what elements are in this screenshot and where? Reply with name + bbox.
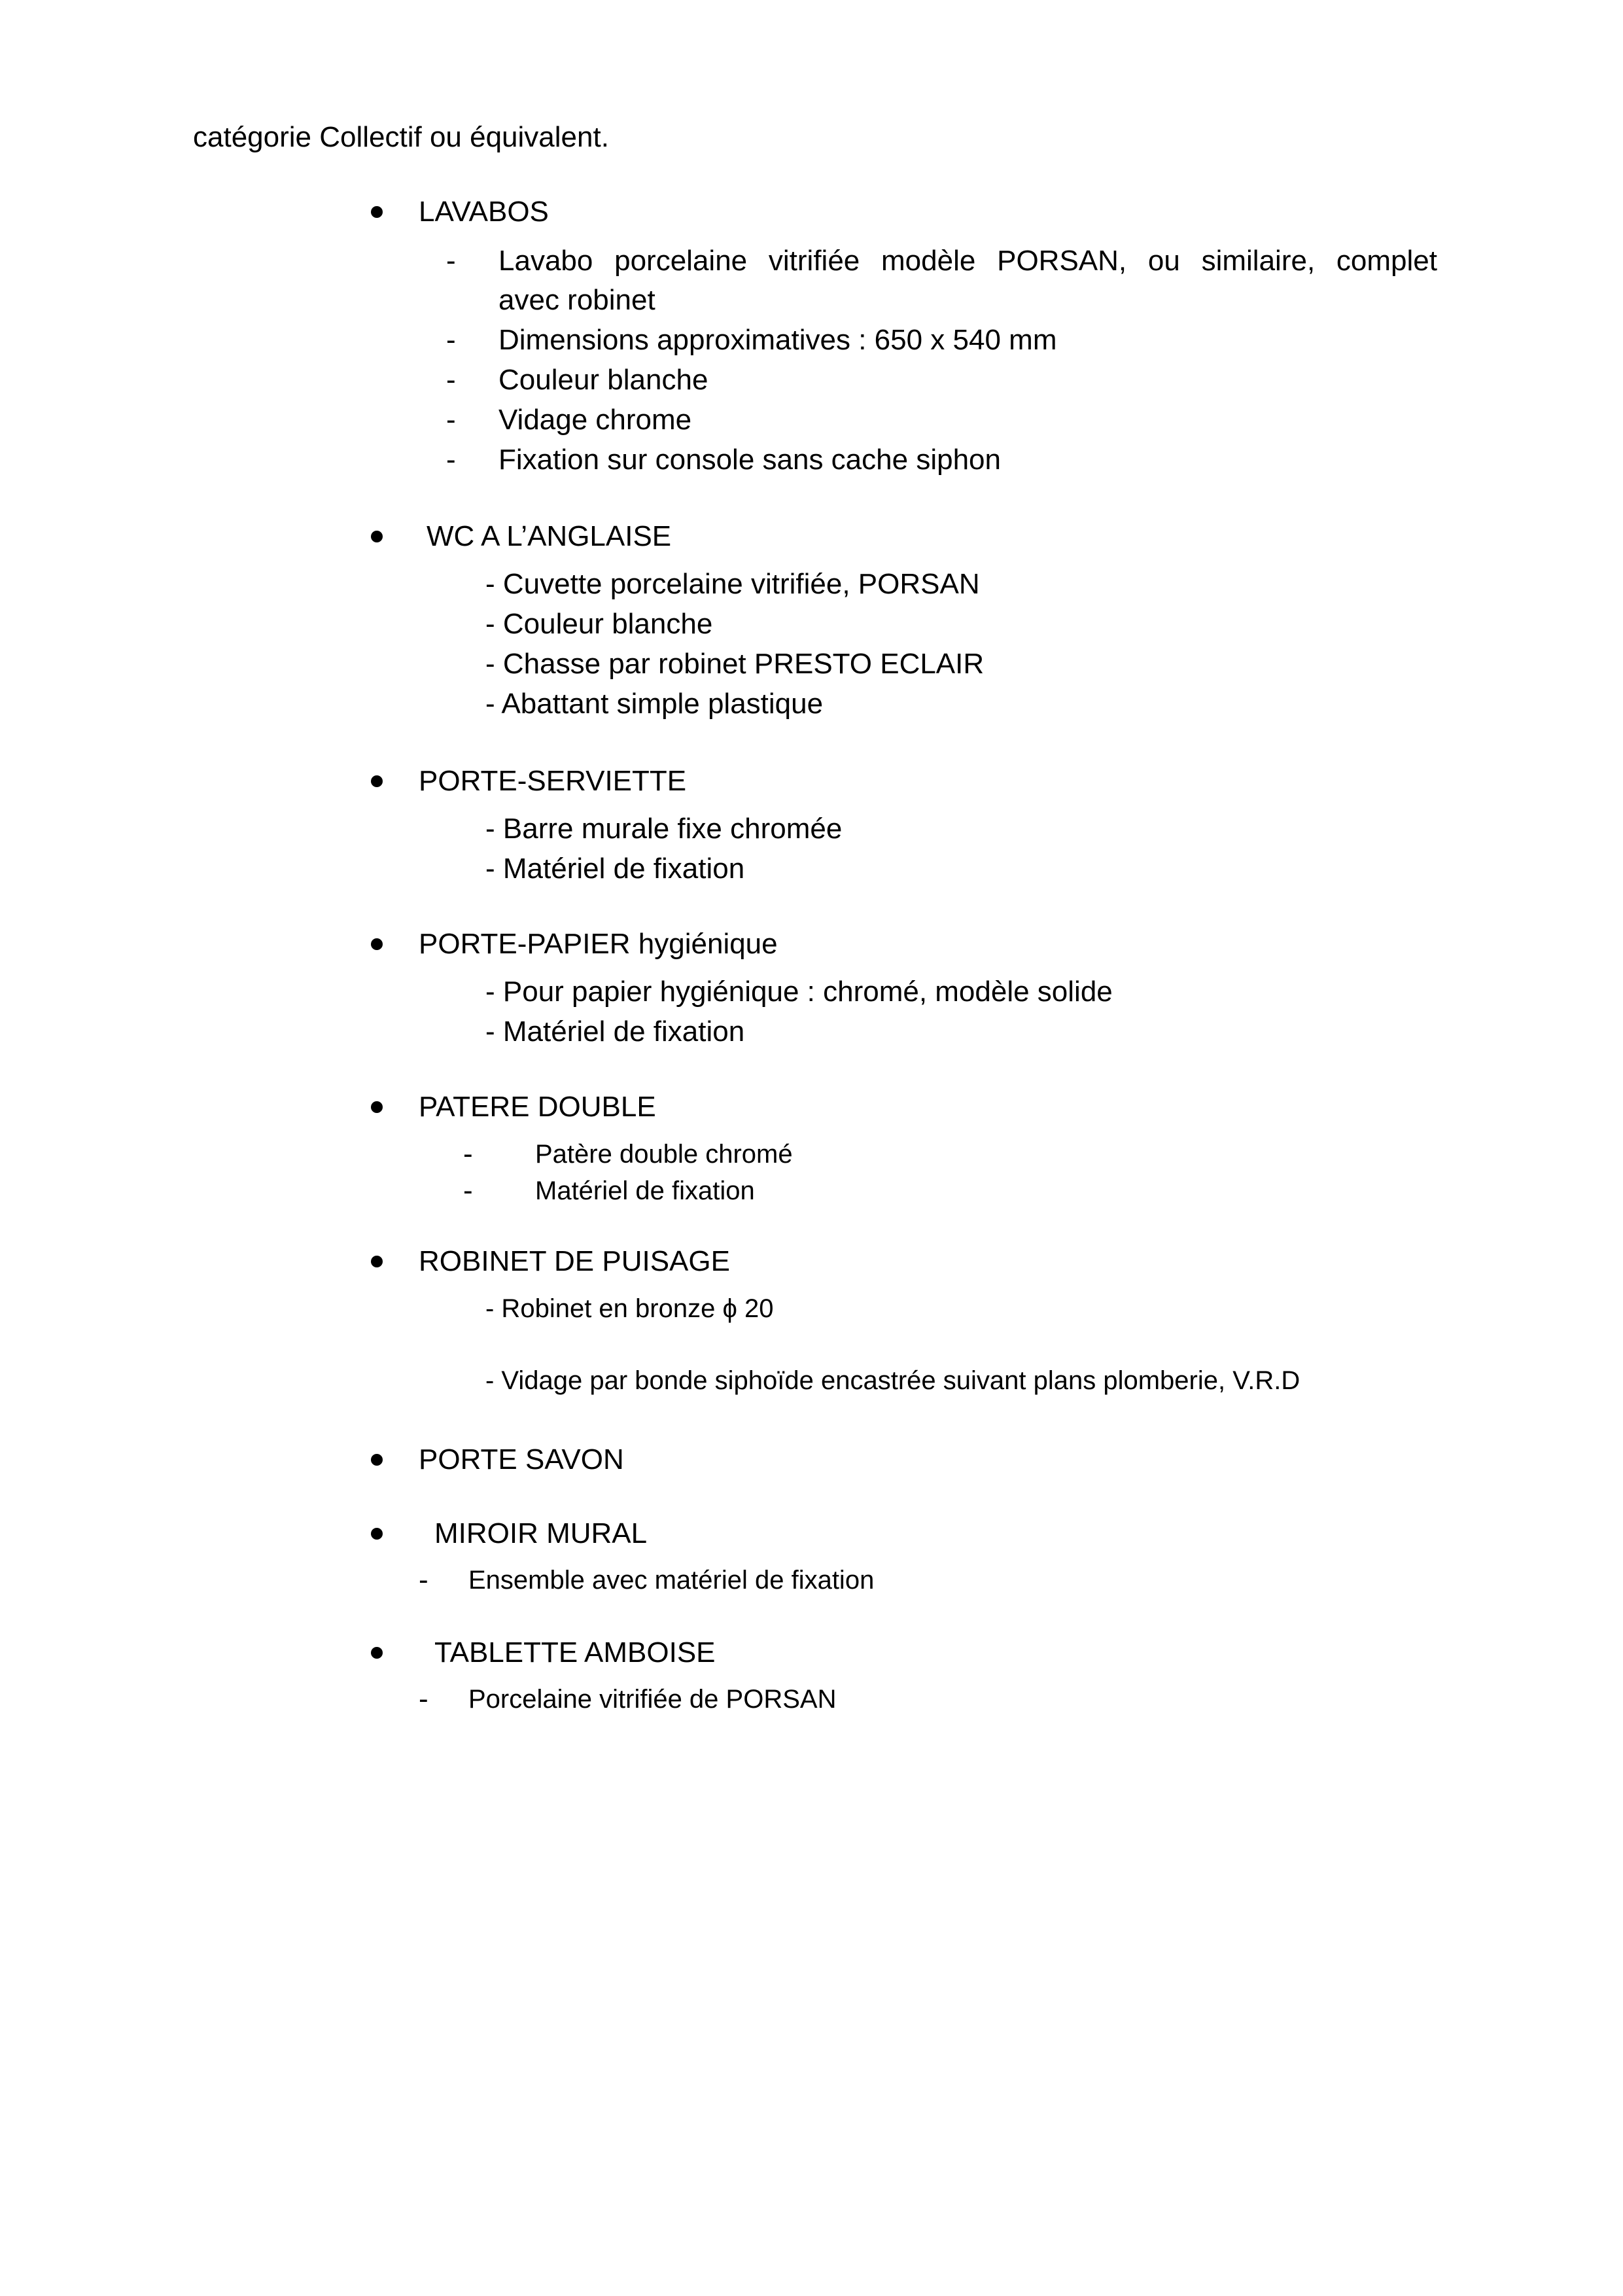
- dash-marker: -: [463, 1174, 473, 1207]
- bullet-icon: [371, 1528, 383, 1540]
- dash-marker: -: [419, 1683, 428, 1715]
- list-item: Porcelaine vitrifiée de PORSAN: [468, 1685, 837, 1714]
- intro-text: catégorie Collectif ou équivalent.: [193, 121, 609, 153]
- section-title-robinet: ROBINET DE PUISAGE: [419, 1245, 730, 1277]
- bullet-icon: [371, 1101, 383, 1113]
- dash-marker: -: [446, 245, 456, 277]
- bullet-icon: [371, 206, 383, 218]
- list-item: Matériel de fixation: [535, 1176, 755, 1205]
- dash-marker: -: [446, 404, 456, 436]
- section-title-porte-serviette: PORTE-SERVIETTE: [419, 765, 687, 797]
- list-item: Ensemble avec matériel de fixation: [468, 1566, 875, 1595]
- dash-marker: -: [463, 1138, 473, 1170]
- section-title-tablette: TABLETTE AMBOISE: [434, 1636, 716, 1669]
- list-item: - Barre murale fixe chromée: [485, 813, 843, 845]
- section-title-patere-double: PATERE DOUBLE: [419, 1091, 656, 1123]
- bullet-icon: [371, 1454, 383, 1466]
- list-item: Dimensions approximatives : 650 x 540 mm: [498, 324, 1057, 356]
- bullet-icon: [371, 1647, 383, 1659]
- list-item: Couleur blanche: [498, 364, 708, 396]
- list-item: Vidage chrome: [498, 404, 692, 436]
- section-title-wc: WC A L’ANGLAISE: [427, 520, 672, 552]
- section-title-lavabos: LAVABOS: [419, 196, 549, 228]
- bullet-icon: [371, 775, 383, 787]
- section-title-porte-papier: PORTE-PAPIER hygiénique: [419, 928, 778, 960]
- bullet-icon: [371, 1256, 383, 1267]
- list-item: avec robinet: [498, 284, 655, 316]
- dash-marker: -: [446, 364, 456, 396]
- section-title-porte-savon: PORTE SAVON: [419, 1443, 624, 1475]
- list-item: - Couleur blanche: [485, 608, 713, 640]
- dash-marker: -: [419, 1564, 428, 1596]
- list-item: - Vidage par bonde siphoïde encastrée suivant plans plomberie, V.R.D: [485, 1366, 1300, 1395]
- list-item: Fixation sur console sans cache siphon: [498, 444, 1001, 476]
- list-item: - Matériel de fixation: [485, 1016, 745, 1048]
- dash-marker: -: [446, 324, 456, 356]
- list-item: - Matériel de fixation: [485, 853, 745, 885]
- list-item: Patère double chromé: [535, 1140, 793, 1169]
- bullet-icon: [371, 531, 383, 542]
- dash-marker: -: [446, 444, 456, 476]
- list-item: - Cuvette porcelaine vitrifiée, PORSAN: [485, 568, 980, 600]
- list-item: - Robinet en bronze ϕ 20: [485, 1294, 774, 1323]
- list-item: - Pour papier hygiénique : chromé, modèle solide: [485, 976, 1113, 1008]
- list-item: - Abattant simple plastique: [485, 688, 824, 720]
- list-item: Lavabo porcelaine vitrifiée modèle PORSAN, ou similaire, complet: [498, 245, 1437, 277]
- bullet-icon: [371, 938, 383, 950]
- list-item: - Chasse par robinet PRESTO ECLAIR: [485, 648, 985, 680]
- section-title-miroir: MIROIR MURAL: [434, 1517, 648, 1549]
